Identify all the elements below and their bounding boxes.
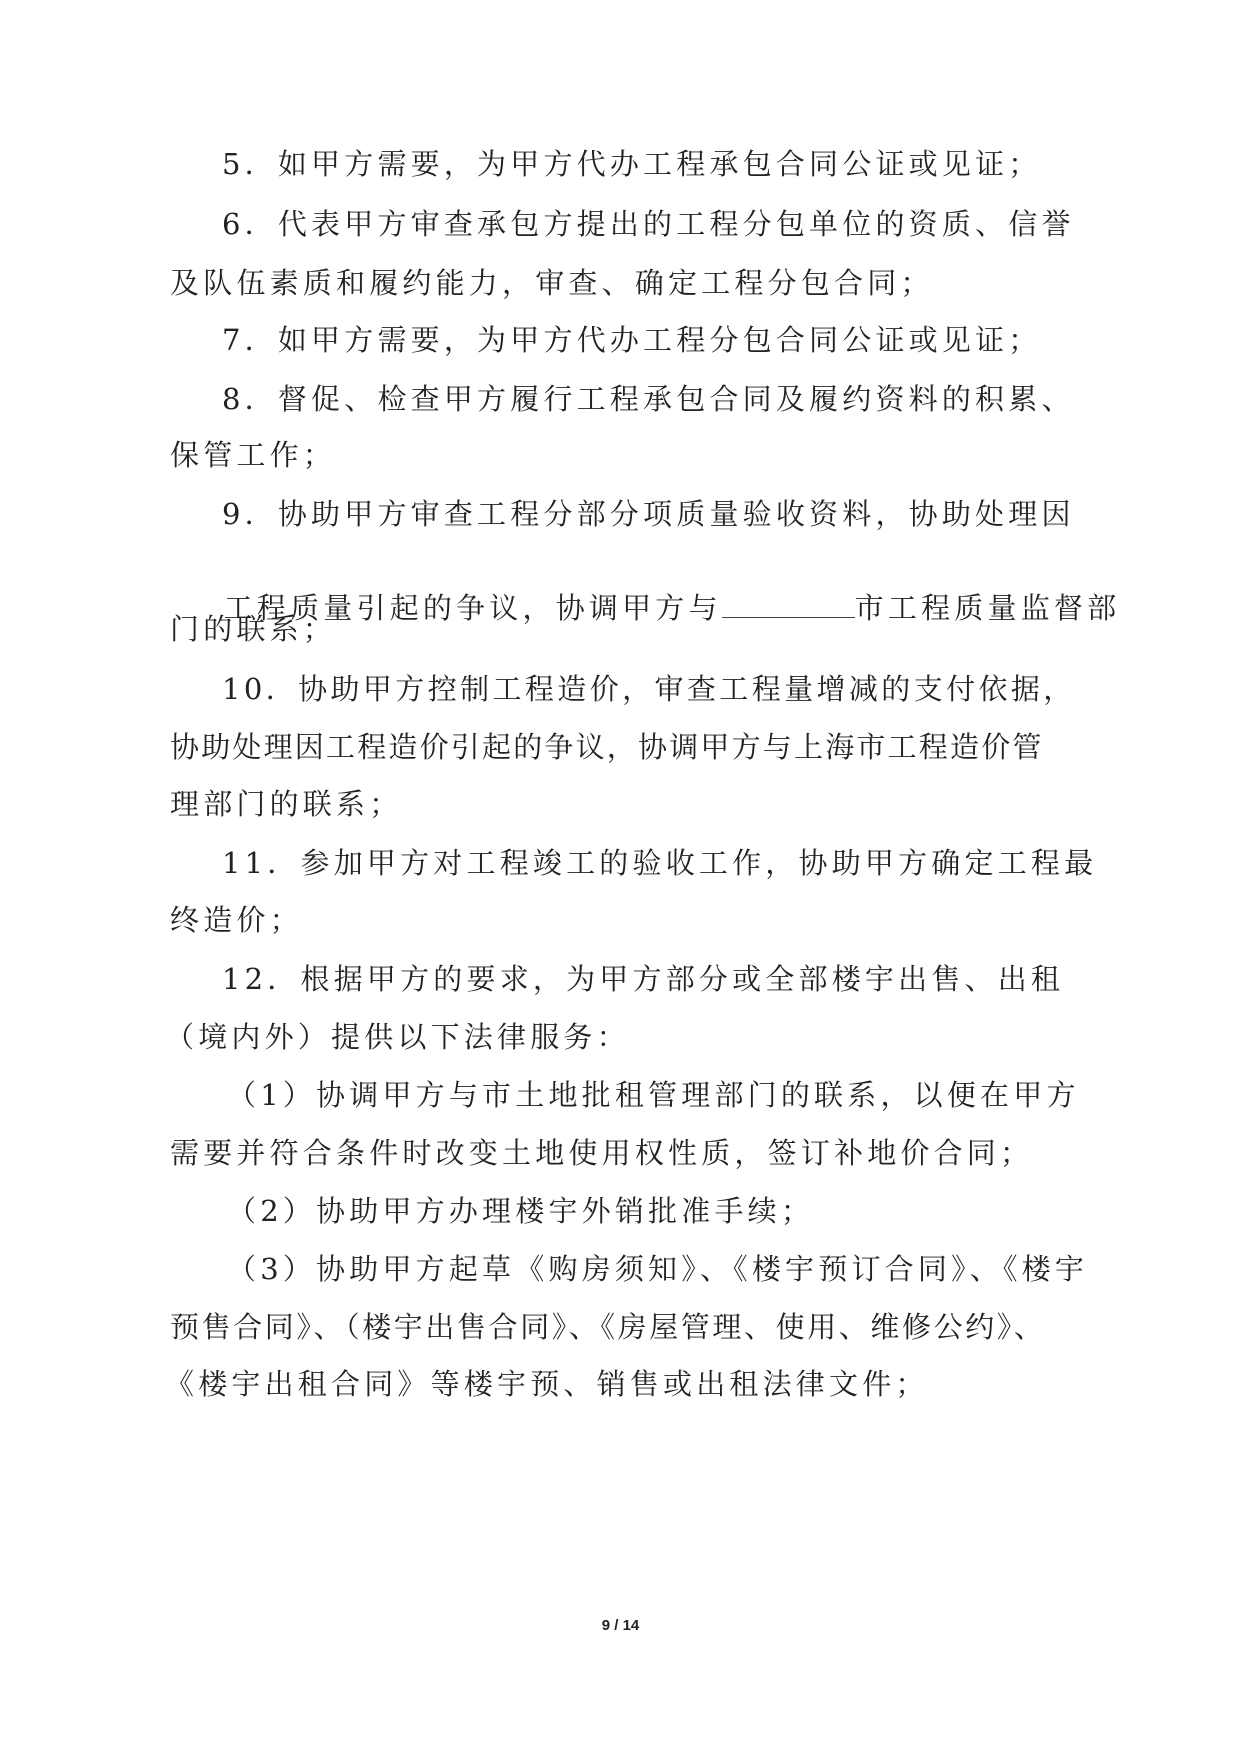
paragraph-line: 门的联系； [170,612,337,646]
paragraph-line: 需要并符合条件时改变土地使用权性质，签订补地价合同； [170,1136,1034,1170]
paragraph-line: 5．如甲方需要，为甲方代办工程承包合同公证或见证； [222,147,1042,181]
paragraph-line: 6．代表甲方审查承包方提出的工程分包单位的资质、信誉 [222,207,1075,241]
paragraph-line: 11．参加甲方对工程竣工的验收工作，协助甲方确定工程最 [222,846,1098,880]
paragraph-line: （1）协调甲方与市土地批租管理部门的联系，以便在甲方 [227,1078,1080,1112]
paragraph-line: （2）协助甲方办理楼宇外销批准手续； [227,1194,815,1228]
paragraph-line: （境内外）提供以下法律服务： [165,1020,630,1054]
paragraph-line: 《楼宇出租合同》等楼宇预、销售或出租法律文件； [165,1367,929,1401]
line-text: 市工程质量监督部 [854,591,1121,625]
paragraph-line: 及队伍素质和履约能力，审查、确定工程分包合同； [170,266,934,300]
paragraph-line: 协助处理因工程造价引起的争议，协调甲方与上海市工程造价管 [170,730,1044,764]
paragraph-line: 9．协助甲方审查工程分部分项质量验收资料，协助处理因 [222,497,1075,531]
paragraph-line-with-blank [170,554,1121,625]
paragraph-line: 10．协助甲方控制工程造价，审查工程量增减的支付依据， [222,672,1076,706]
paragraph-line: 理部门的联系； [170,787,403,821]
paragraph-line: （3）协助甲方起草《购房须知》、《楼宇预订合同》、《楼宇 [227,1252,1089,1286]
paragraph-line: 8．督促、检查甲方履行工程承包合同及履约资料的积累、 [222,382,1075,416]
paragraph-line: 保管工作； [170,438,337,472]
paragraph-line: 预售合同》、（楼宇出售合同》、《房屋管理、使用、维修公约》、 [170,1310,1046,1344]
line-text: 工程质量引起的争议，协调甲方与 [223,591,722,625]
fill-in-blank [722,590,855,618]
page-number: 9 / 14 [601,1617,640,1634]
paragraph-line: 12．根据甲方的要求，为甲方部分或全部楼宇出售、出租 [222,962,1065,996]
paragraph-line: 终造价； [170,903,303,937]
paragraph-line: 7．如甲方需要，为甲方代办工程分包合同公证或见证； [222,323,1042,357]
